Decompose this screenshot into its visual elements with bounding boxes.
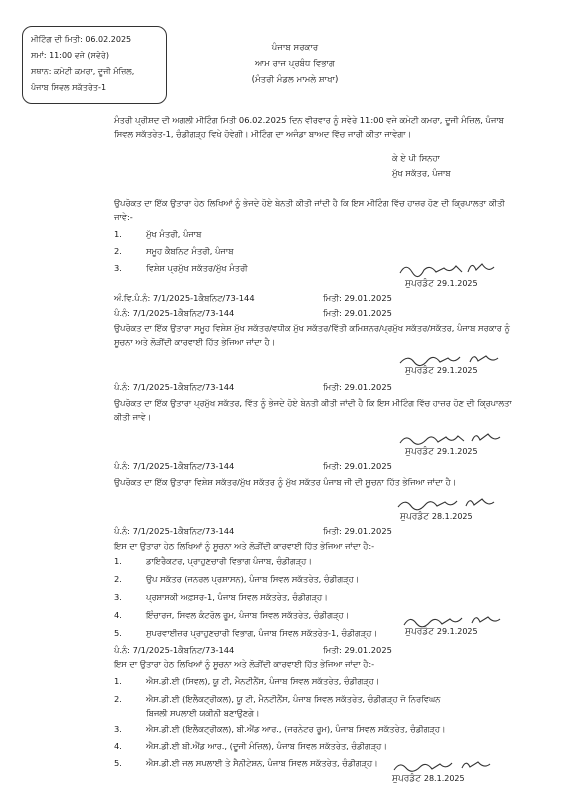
section5-paragraph: ਇਸ ਦਾ ਉਤਾਰਾ ਹੇਠ ਲਿਖਿਆਂ ਨੂੰ ਸੂਚਨਾ ਅਤੇ ਲੋੜੀਂਦੀ ਕਾਰਵਾਈ ਹਿੱਤ ਭੇਜਿਆ ਜਾਂਦਾ ਹੈ:-	[114, 541, 375, 551]
superintendent-label-3: ਸੁਪਰਡੰਟ 29.1.2025	[405, 447, 478, 457]
list-item: 1. ਐਸ.ਡੀ.ਈ (ਸਿਵਲ), ਯੂ ਟੀ, ਮੈਨਟੀਨੈਂਸ, ਪੰਜਾਬ ਸਿਵਲ ਸਕੱਤਰੇਤ, ਚੰਡੀਗੜ੍ਹ।	[114, 676, 380, 686]
superintendent-label-6: ਸੁਪਰਡੰਟ 28.1.2025	[392, 774, 465, 784]
reference-date: ਮਿਤੀ: 29.01.2025	[323, 645, 392, 655]
reference-number: ਪੰ.ਨੰ: 7/1/2025-1ਕੈਬਨਿਟ/73-144	[114, 526, 235, 536]
intro-paragraph: ਮੰਤਰੀ ਪ੍ਰੀਸ਼ਦ ਦੀ ਅਗਲੀ ਮੀਟਿੰਗ ਮਿਤੀ 06.02.2025 ਦਿਨ ਵੀਰਵਾਰ ਨੂੰ ਸਵੇਰੇ 11:00 ਵਜੇ ਕਮੇਟੀ ਕਮਰਾ, ਦੂਜੀ ਮੰਜ਼ਿਲ, ਪੰਜਾਬ ਸਿਵਲ ਸਕੱਤਰੇਤ-1, ਚੰਡੀਗੜ੍ਹ ਵਿਖੇ ਹੋਵੇਗੀ। ਮੀਟਿੰਗ ਦਾ ਅਜੰਡਾ ਬਾਅਦ ਵਿੱਚ ਜਾਰੀ ਕੀਤਾ ਜਾਵੇਗਾ।	[114, 115, 504, 139]
list-item: 4. ਐਸ.ਡੀ.ਈ ਬੀ.ਐਂਡ ਆਰ., (ਦੂਜੀ ਮੰਜ਼ਿਲ), ਪੰਜਾਬ ਸਿਵਲ ਸਕੱਤਰੇਤ, ਚੰਡੀਗੜ੍ਹ।	[114, 741, 387, 751]
superintendent-label-1: ਸੁਪਰਡੰਟ 29.1.2025	[405, 279, 478, 289]
reference-number: ਅੰ.ਵਿ.ਪੰ.ਨੰ: 7/1/2025-1ਕੈਬਨਿਟ/73-144	[114, 293, 255, 303]
document-header	[230, 40, 360, 88]
list-item: 1. ਮੁੱਖ ਮੰਤਰੀ, ਪੰਜਾਬ	[114, 229, 202, 239]
list-item: 2. ਉਪ ਸਕੱਤਰ (ਜਨਰਲ ਪ੍ਰਸ਼ਾਸਨ), ਪੰਜਾਬ ਸਿਵਲ ਸਕੱਤਰੇਤ, ਚੰਡੀਗੜ੍ਹ।	[114, 574, 360, 584]
list-item: 1. ਡਾਇਰੈਕਟਰ, ਪ੍ਰਾਹੁਣਚਾਰੀ ਵਿਭਾਗ ਪੰਜਾਬ, ਚੰਡੀਗੜ੍ਹ।	[114, 556, 312, 566]
superintendent-label-2: ਸੁਪਰਡੰਟ 29.1.2025	[405, 366, 478, 376]
meeting-place-line2: ਪੰਜਾਬ ਸਿਵਲ ਸਕੱਤਰੇਤ-1	[31, 83, 107, 92]
reference-date: ਮਿਤੀ: 29.01.2025	[323, 526, 392, 536]
list-item: 2. ਐਸ.ਡੀ.ਈ (ਇਲੈਕਟ੍ਰੀਕਲ), ਯੂ ਟੀ, ਮੈਨਟੀਨੈਂਸ, ਪੰਜਾਬ ਸਿਵਲ ਸਕੱਤਰੇਤ, ਚੰਡੀਗੜ੍ਹ ਜੋ ਨਿਰਵਿਘਨ	[114, 694, 441, 704]
section2-paragraph: ਉਪਰੋਕਤ ਦਾ ਇੱਕ ਉਤਾਰਾ ਸਮੂਹ ਵਿਸ਼ੇਸ਼ ਮੁੱਖ ਸਕੱਤਰ/ਵਧੀਕ ਮੁੱਖ ਸਕੱਤਰ/ਵਿੱਤੀ ਕਮਿਸ਼ਨਰ/ਪ੍ਰਮੁੱਖ ਸਕੱਤਰ/ਸਕੱਤਰ, ਪੰਜਾਬ ਸਰਕਾਰ ਨੂੰ ਸੂਚਨਾ ਅਤੇ ਲੋੜੀਂਦੀ ਕਾਰਵਾਈ ਹਿੱਤ ਭੇਜਿਆ ਜਾਂਦਾ ਹੈ।	[114, 323, 510, 347]
reference-date: ਮਿਤੀ: 29.01.2025	[323, 293, 392, 303]
reference-date: ਮਿਤੀ: 29.01.2025	[323, 308, 392, 318]
signatory-name: ਕੇ ਏ ਪੀ ਸਿਨਹਾ	[392, 153, 440, 163]
list-item: 5. ਸੁਪਰਵਾਈਜ਼ਰ ਪ੍ਰਾਹੁਣਚਾਰੀ ਵਿਭਾਗ, ਪੰਜਾਬ ਸਿਵਲ ਸਕੱਤਰੇਤ-1, ਚੰਡੀਗੜ੍ਹ।	[114, 628, 377, 638]
signature-6	[392, 756, 502, 776]
reference-number: ਪੰ.ਨੰ: 7/1/2025-1ਕੈਬਨਿਟ/73-144	[114, 645, 235, 655]
header-branch: (ਮੰਤਰੀ ਮੰਡਲ ਮਾਮਲੇ ਸ਼ਾਖਾ)	[251, 75, 339, 85]
meeting-date: ਮੀਟਿੰਗ ਦੀ ਮਿਤੀ: 06.02.2025	[31, 35, 132, 44]
section1-paragraph: ਉਪਰੋਕਤ ਦਾ ਇੱਕ ਉਤਾਰਾ ਹੇਠ ਲਿਖਿਆਂ ਨੂੰ ਭੇਜਦੇ ਹੋਏ ਬੇਨਤੀ ਕੀਤੀ ਜਾਂਦੀ ਹੈ ਕਿ ਇਸ ਮੀਟਿੰਗ ਵਿੱਚ ਹਾਜ਼ਰ ਹੋਣ ਦੀ ਕ੍ਰਿਪਾਲਤਾ ਕੀਤੀ ਜਾਵੇ:-	[114, 198, 505, 222]
list-item: 3. ਪ੍ਰਸ਼ਾਸਕੀ ਅਫ਼ਸਰ-1, ਪੰਜਾਬ ਸਿਵਲ ਸਕੱਤਰੇਤ, ਚੰਡੀਗੜ੍ਹ।	[114, 592, 328, 602]
section3-paragraph: ਉਪਰੋਕਤ ਦਾ ਇੱਕ ਉਤਾਰਾ ਪ੍ਰਮੁੱਖ ਸਕੱਤਰ, ਵਿੱਤ ਨੂੰ ਭੇਜਦੇ ਹੋਏ ਬੇਨਤੀ ਕੀਤੀ ਜਾਂਦੀ ਹੈ ਕਿ ਇਸ ਮੀਟਿੰਗ ਵਿੱਚ ਹਾਜ਼ਰ ਹੋਣ ਦੀ ਕ੍ਰਿਪਾਲਤਾ ਕੀਤੀ ਜਾਵੇ।	[114, 398, 512, 422]
meeting-details-box	[22, 26, 167, 104]
meeting-place: ਸਥਾਨ: ਕਮੇਟੀ ਕਮਰਾ, ਦੂਜੀ ਮੰਜ਼ਿਲ,	[31, 67, 135, 76]
reference-date: ਮਿਤੀ: 29.01.2025	[323, 461, 392, 471]
reference-number: ਪੰ.ਨੰ: 7/1/2025-1ਕੈਬਨਿਟ/73-144	[114, 461, 235, 471]
reference-date: ਮਿਤੀ: 29.01.2025	[323, 382, 392, 392]
list-item: 3. ਵਿਸ਼ੇਸ਼ ਪ੍ਰਮੁੱਖ ਸਕੱਤਰ/ਮੁੱਖ ਮੰਤਰੀ	[114, 263, 248, 273]
superintendent-label-5: ਸੁਪਰਡੰਟ 29.1.2025	[405, 627, 478, 637]
list-item: 4. ਇੰਚਾਰਜ, ਸਿਵਲ ਕੰਟਰੋਲ ਰੂਮ, ਪੰਜਾਬ ਸਿਵਲ ਸਕੱਤਰੇਤ, ਚੰਡੀਗੜ੍ਹ।	[114, 610, 350, 620]
list-item: 3. ਐਸ.ਡੀ.ਈ (ਇਲੈਕਟ੍ਰੀਕਲ), ਬੀ.ਐਂਡ ਆਰ., (ਜਰਨੇਟਰ ਰੂਮ), ਪੰਜਾਬ ਸਿਵਲ ਸਕੱਤਰੇਤ, ਚੰਡੀਗੜ੍ਹ।	[114, 724, 446, 734]
list-item: ਬਿਜਲੀ ਸਪਲਾਈ ਯਕੀਨੀ ਬਣਾਉਣਗੇ।	[146, 708, 260, 718]
reference-number: ਪੰ.ਨੰ: 7/1/2025-1ਕੈਬਨਿਟ/73-144	[114, 308, 235, 318]
list-item: 5. ਐਸ.ਡੀ.ਈ ਜਲ ਸਪਲਾਈ ਤੇ ਸੈਨੀਟੇਸ਼ਨ, ਪੰਜਾਬ ਸਿਵਲ ਸਕੱਤਰੇਤ, ਚੰਡੀਗੜ੍ਹ।	[114, 758, 378, 768]
header-department: ਆਮ ਰਾਜ ਪ੍ਰਬੰਧ ਵਿਭਾਗ	[254, 59, 336, 69]
section6-paragraph: ਇਸ ਦਾ ਉਤਾਰਾ ਹੇਠ ਲਿਖਿਆਂ ਨੂੰ ਸੂਚਨਾ ਅਤੇ ਲੋੜੀਂਦੀ ਕਾਰਵਾਈ ਹਿੱਤ ਭੇਜਿਆ ਜਾਂਦਾ ਹੈ:-	[114, 659, 375, 669]
header-government: ਪੰਜਾਬ ਸਰਕਾਰ	[271, 43, 319, 53]
section4-paragraph: ਉਪਰੋਕਤ ਦਾ ਇੱਕ ਉਤਾਰਾ ਵਿਸ਼ੇਸ਼ ਸਕੱਤਰ/ਮੁੱਖ ਸਕੱਤਰ ਨੂੰ ਮੁੱਖ ਸਕੱਤਰ ਪੰਜਾਬ ਜੀ ਦੀ ਸੂਚਨਾ ਹਿੱਤ ਭੇਜਿਆ ਜਾਂਦਾ ਹੈ।	[114, 477, 457, 487]
superintendent-label-4: ਸੁਪਰਡੰਟ 28.1.2025	[400, 512, 473, 522]
meeting-time: ਸਮਾਂ: 11:00 ਵਜੇ (ਸਵੇਰੇ)	[31, 51, 110, 60]
signature-1	[398, 258, 508, 280]
reference-number: ਪੰ.ਨੰ: 7/1/2025-1ਕੈਬਨਿਟ/73-144	[114, 382, 235, 392]
list-item: 2. ਸਮੂਹ ਕੈਬਨਿਟ ਮੰਤਰੀ, ਪੰਜਾਬ	[114, 246, 234, 256]
signatory-title: ਮੁੱਖ ਸਕੱਤਰ, ਪੰਜਾਬ	[392, 168, 451, 178]
